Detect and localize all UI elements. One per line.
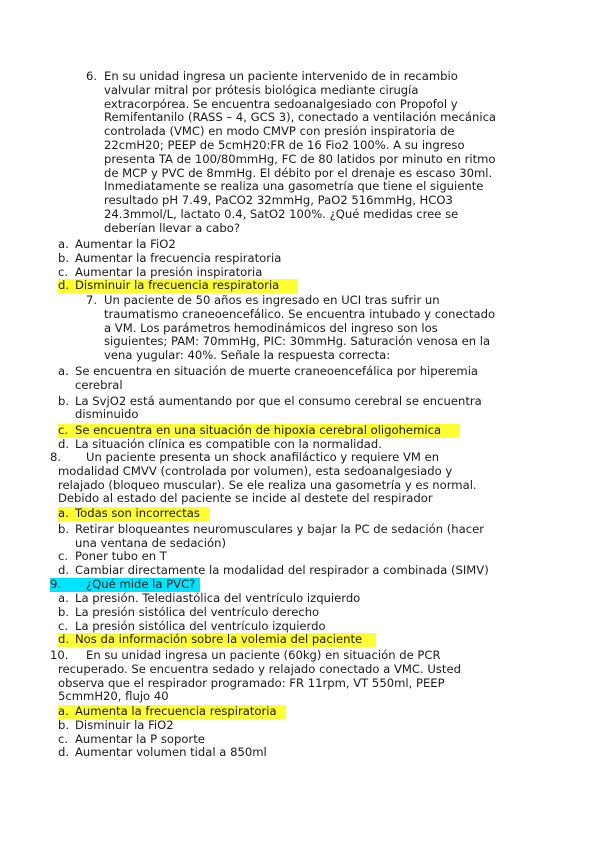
question-line: siguientes; PAM: 70mmHg, PIC: 30mmHg. Saturación venosa en la <box>104 334 491 349</box>
options-8 <box>58 507 558 578</box>
option-text: La presión sistólica del ventrículo izquierdo <box>75 618 326 633</box>
option-text: La SvjO2 está aumentando por que el consumo cerebral se encuentra <box>75 393 482 408</box>
question-text <box>50 451 580 506</box>
option-7a <box>58 365 558 393</box>
question-line: relajado (bloqueo muscular). Se ele realiza una gasometría y es normal. <box>58 477 477 492</box>
option-letter: b. <box>58 717 70 732</box>
question-line: a VM. Los parámetros hemodinámicos del ingreso son los <box>104 320 438 335</box>
option-text: Disminuir la FiO2 <box>75 717 174 732</box>
question-line: de MCP y PVC de 8mmHg. El débito por el drenaje es escaso 30ml. <box>104 165 493 180</box>
question-number: 9. <box>50 577 62 591</box>
question-line: presenta TA de 100/80mmHg, FC de 80 latidos por minuto en ritmo <box>104 151 496 166</box>
option-text: Aumentar volumen tidal a 850ml <box>75 745 267 760</box>
question-9-highlighted <box>50 578 580 592</box>
option-letter: d. <box>58 563 70 578</box>
option-text: Se encuentra en situación de muerte craneoencefálica por hiperemia <box>75 364 479 378</box>
option-letter: a. <box>58 506 69 520</box>
option-6b <box>58 252 558 266</box>
option-7c-highlighted <box>58 424 558 438</box>
question-line: 22cmH20; PEEP de 5cmH20:FR de 16 Fio2 100%. A su ingreso <box>104 137 465 152</box>
options-6 <box>58 238 558 293</box>
option-letter: b. <box>58 521 70 536</box>
question-text <box>50 578 580 592</box>
option-8c <box>58 550 558 564</box>
option-letter: b. <box>58 250 70 265</box>
option-10a-highlighted <box>58 705 558 719</box>
question-line: modalidad CMVV (controlada por volumen), esta sedoanalgesiado y <box>58 463 453 478</box>
question-line: Un paciente de 50 años es ingresado en UCI tras sufrir un <box>104 293 440 307</box>
option-text: Nos da información sobre la volemia del paciente <box>75 632 363 647</box>
question-line: observa que el respirador programado: FR 11rpm, VT 550ml, PEEP <box>58 675 445 690</box>
question-line: extracorpórea. Se encuentra sedoanalgesiado con Propofol y <box>104 96 458 111</box>
question-line: resultado pH 7.49, PaCO2 32mmHg, PaO2 516mmHg, HCO3 <box>104 193 453 208</box>
option-letter: c. <box>58 731 69 746</box>
option-text: La presión sistólica del ventrículo derecho <box>75 604 320 619</box>
question-number: 10. <box>50 648 69 662</box>
option-10c <box>58 733 558 747</box>
question-line: ¿Qué mide la PVC? <box>86 577 196 591</box>
option-8a-highlighted <box>58 507 558 521</box>
option-9d-highlighted <box>58 633 558 647</box>
option-letter: b. <box>58 393 70 408</box>
option-letter: b. <box>58 604 70 619</box>
question-6 <box>86 70 576 236</box>
question-text <box>86 70 576 236</box>
question-number: 8. <box>50 450 62 464</box>
question-line: En su unidad ingresa un paciente (60kg) en situación de PCR <box>86 648 441 662</box>
option-text: La situación clínica es compatible con la normalidad. <box>75 436 382 451</box>
option-letter: a. <box>58 591 69 605</box>
option-letter: c. <box>58 423 69 438</box>
options-9 <box>58 592 558 647</box>
option-text: una ventana de sedación) <box>75 535 226 550</box>
option-text: Aumentar la frecuencia respiratoria <box>75 250 282 265</box>
question-8 <box>50 451 580 506</box>
question-line: Inmediatamente se realiza una gasometría que tiene el siguiente <box>104 179 484 194</box>
question-line: Un paciente presenta un shock anafiláctico y requiere VM en <box>86 450 440 464</box>
option-text: Aumentar la P soporte <box>75 731 205 746</box>
option-letter: d. <box>58 278 70 293</box>
question-number: 6. <box>86 69 98 83</box>
question-line: Remifentanilo (RASS – 4, GCS 3), conectado a ventilación mecánica <box>104 110 497 125</box>
option-text: Cambiar directamente la modalidad del respirador a combinada (SIMV) <box>75 563 489 578</box>
option-letter: a. <box>58 364 69 378</box>
question-line: controlada (VMC) en modo CMVP con presión inspiratoria de <box>104 124 455 139</box>
option-letter: d. <box>58 436 70 451</box>
question-text <box>86 294 576 363</box>
question-line: vena yugular: 40%. Señale la respuesta correcta: <box>104 348 391 363</box>
option-text: Poner tubo en T <box>75 549 167 564</box>
option-9b <box>58 606 558 620</box>
question-7 <box>86 294 576 363</box>
option-letter: c. <box>58 618 69 633</box>
question-line: deberían llevar a cabo? <box>104 220 240 235</box>
question-line: recuperado. Se encuentra sedado y relajado conectado a VMC. Usted <box>58 661 461 676</box>
question-line: En su unidad ingresa un paciente intervenido de in recambio <box>104 69 458 83</box>
option-letter: c. <box>58 264 69 279</box>
option-9a <box>58 592 558 606</box>
option-text: Todas son incorrectas <box>75 506 200 520</box>
option-6d-highlighted <box>58 279 558 293</box>
option-letter: a. <box>58 237 69 251</box>
option-text: Aumenta la frecuencia respiratoria <box>75 704 277 718</box>
option-letter: a. <box>58 704 69 718</box>
option-10d <box>58 746 558 760</box>
question-line: 5cmmH20, flujo 40 <box>58 689 169 704</box>
option-text: disminuido <box>75 407 139 422</box>
option-text: Retirar bloqueantes neuromusculares y bajar la PC de sedación (hacer <box>75 521 485 536</box>
option-letter: c. <box>58 549 69 564</box>
option-8b <box>58 523 558 551</box>
option-letter: d. <box>58 745 70 760</box>
question-line: valvular mitral por prótesis biológica mediante cirugía <box>104 82 419 97</box>
options-7 <box>58 365 558 452</box>
option-text: cerebral <box>75 377 123 392</box>
option-text: Disminuir la frecuencia respiratoria <box>75 278 280 293</box>
option-text: Se encuentra en una situación de hipoxia cerebral oligohemica <box>75 423 442 438</box>
option-letter: d. <box>58 632 70 647</box>
options-10 <box>58 705 558 760</box>
option-text: La presión. Telediastólica del ventrículo izquierdo <box>75 591 361 605</box>
question-number: 7. <box>86 293 98 307</box>
option-text: Aumentar la FiO2 <box>75 237 176 251</box>
option-text: Aumentar la presión inspiratoria <box>75 264 263 279</box>
option-8d <box>58 564 558 578</box>
question-line: 24.3mmol/L, lactato 0.4, SatO2 100%. ¿Qué medidas cree se <box>104 206 459 221</box>
question-line: traumatismo craneoencefálico. Se encuentra intubado y conectado <box>104 306 496 321</box>
question-text <box>50 649 580 704</box>
option-7b <box>58 395 558 423</box>
question-line: Debido al estado del paciente se incide al destete del respirador <box>58 491 433 506</box>
option-10b <box>58 719 558 733</box>
option-6a <box>58 238 558 252</box>
question-10 <box>50 649 580 704</box>
